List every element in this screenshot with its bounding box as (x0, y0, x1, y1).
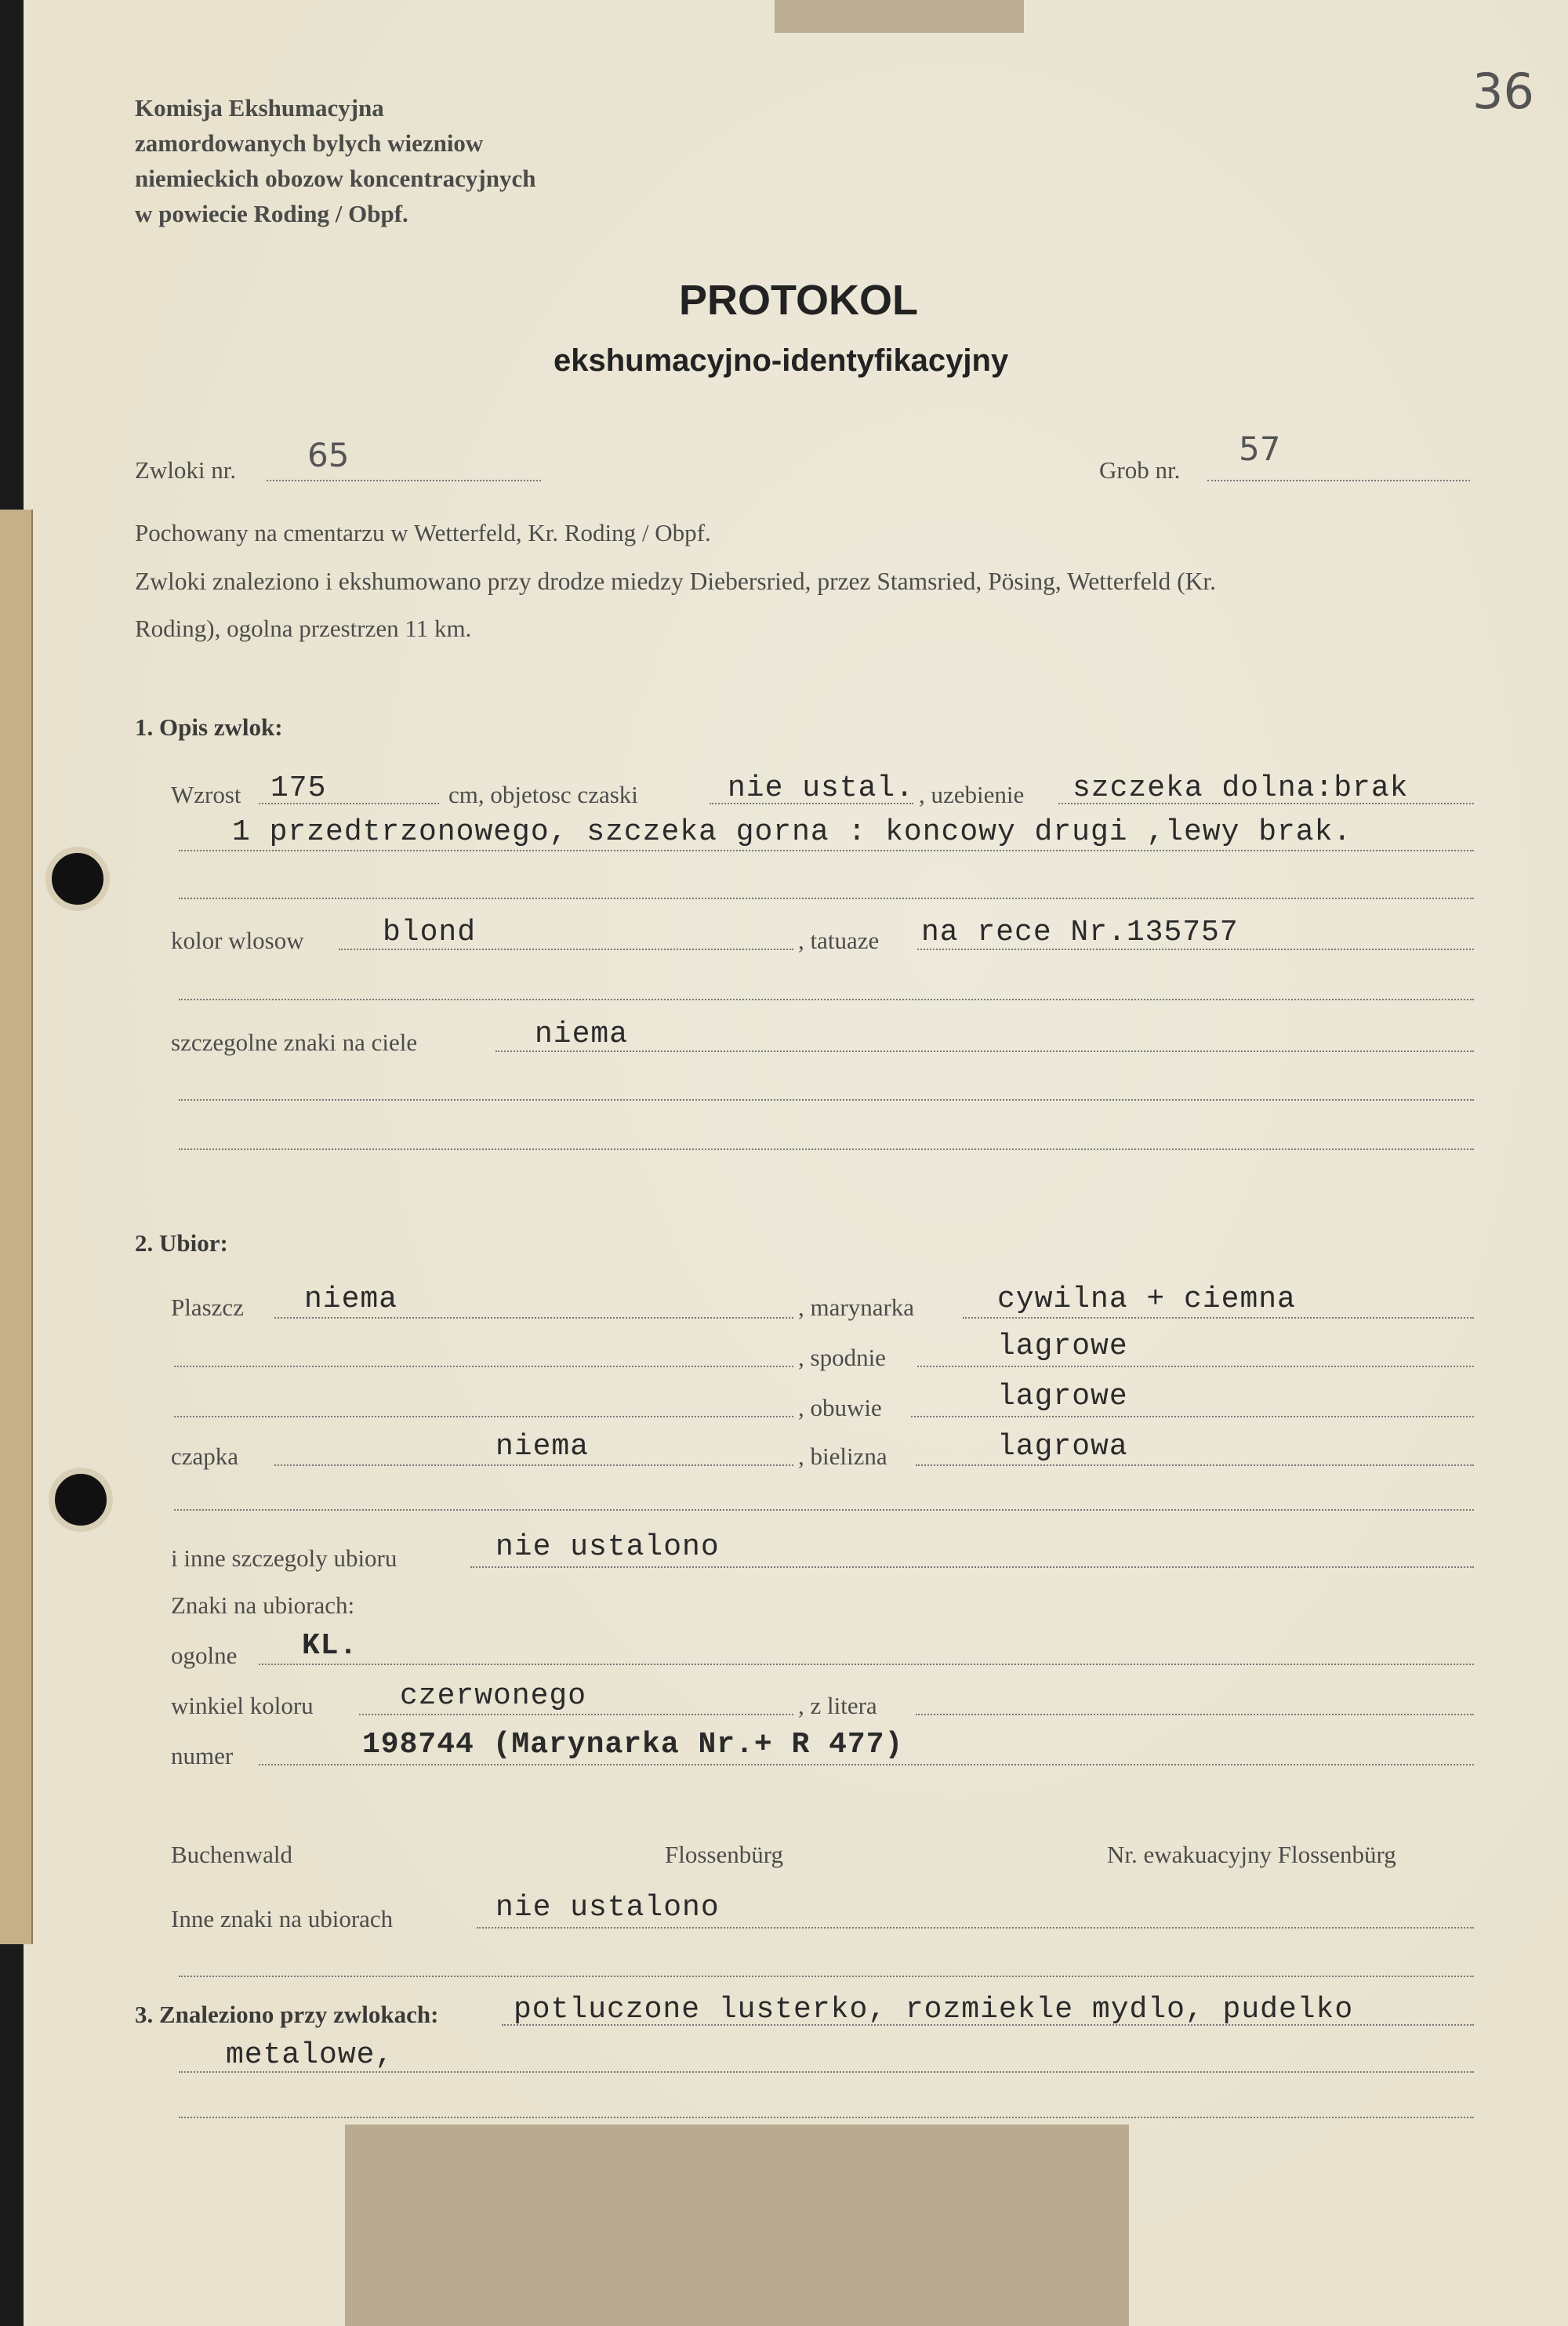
header-line-2: zamordowanych bylych wiezniow (135, 129, 484, 157)
numer-label: numer (171, 1742, 234, 1769)
znaleziono-value-2: metalowe, (226, 2038, 394, 2072)
punch-hole-lower (49, 1468, 113, 1532)
flossenburg-label: Flossenbürg (665, 1841, 784, 1868)
page-number: 36 (1472, 63, 1534, 120)
dotted-line (174, 1509, 1474, 1511)
section-2-title: 2. Ubior: (135, 1229, 228, 1257)
plaszcz-label: Plaszcz (171, 1294, 244, 1321)
dotted-line (179, 2117, 1474, 2118)
dotted-line (495, 1051, 1474, 1052)
znaki-na-ubiorach-label: Znaki na ubiorach: (171, 1591, 355, 1619)
tatuaze-label: , tatuaze (798, 927, 880, 954)
header-line-1: Komisja Ekshumacyjna (135, 94, 384, 122)
znaki-na-ciele-value: niema (535, 1018, 629, 1051)
dotted-line (179, 999, 1474, 1000)
bielizna-value: lagrowa (997, 1430, 1128, 1464)
tape-top (775, 0, 1024, 33)
dotted-line (179, 898, 1474, 899)
dotted-line (179, 1148, 1474, 1150)
winkiel-value: czerwonego (400, 1679, 587, 1713)
zwloki-label: Zwloki nr. (135, 456, 237, 484)
marynarka-label: , marynarka (798, 1294, 915, 1321)
header-line-3: niemieckich obozow koncentracyjnych (135, 165, 536, 192)
dotted-line (259, 1664, 1474, 1665)
nr-ewakuacyjny-label: Nr. ewakuacyjny Flossenbürg (1107, 1841, 1396, 1868)
dotted-line (174, 1416, 793, 1417)
dotted-line (339, 949, 793, 950)
wzrost-value: 175 (270, 771, 327, 805)
dotted-line (916, 1464, 1474, 1466)
dotted-line (179, 2071, 1474, 2073)
marynarka-value: cywilna + ciemna (997, 1283, 1296, 1316)
inne-szczegoly-value: nie ustalono (495, 1530, 720, 1564)
uzebienie-label: , uzebienie (919, 781, 1025, 808)
inne-znaki-value: nie ustalono (495, 1891, 720, 1925)
wzrost-label: Wzrost (171, 781, 241, 808)
dotted-line (259, 803, 439, 804)
dotted-line (502, 2024, 1474, 2026)
binding-strip (0, 510, 33, 1944)
ogolne-value: KL. (302, 1629, 358, 1663)
winkiel-label: winkiel koloru (171, 1692, 314, 1719)
dotted-line (267, 480, 541, 481)
inne-znaki-label: Inne znaki na ubiorach (171, 1905, 394, 1932)
dotted-line (274, 1317, 793, 1319)
znaki-na-ciele-label: szczegolne znaki na ciele (171, 1029, 418, 1056)
grob-value: 57 (1239, 430, 1281, 468)
dotted-line (1207, 480, 1470, 481)
czaszka-value: nie ustal. (728, 771, 915, 805)
grob-label: Grob nr. (1099, 456, 1181, 484)
bielizna-label: , bielizna (798, 1442, 887, 1470)
znaleziono-text-2: Roding), ogolna przestrzen 11 km. (135, 615, 472, 642)
czapka-value: niema (495, 1430, 590, 1464)
dotted-line (963, 1317, 1474, 1319)
kolor-wlosow-value: blond (383, 916, 477, 949)
punch-hole-upper (45, 847, 110, 911)
dotted-line (911, 1416, 1474, 1417)
tatuaze-value: na rece Nr.135757 (921, 916, 1239, 949)
header-line-4: w powiecie Roding / Obpf. (135, 200, 408, 227)
czapka-label: czapka (171, 1442, 239, 1470)
cm-label: cm, objetosc czaski (448, 781, 638, 808)
znaleziono-value-1: potluczone lusterko, rozmiekle mydlo, pudelko (514, 1993, 1354, 2027)
section-1-title: 1. Opis zwlok: (135, 713, 283, 741)
spodnie-label: , spodnie (798, 1344, 886, 1371)
section-3-title: 3. Znaleziono przy zwlokach: (135, 2001, 439, 2028)
pochowany-text: Pochowany na cmentarzu w Wetterfeld, Kr. Roding / Obpf. (135, 519, 711, 546)
inne-szczegoly-label: i inne szczegoly ubioru (171, 1544, 397, 1572)
obuwie-label: , obuwie (798, 1394, 882, 1421)
document-subtitle: ekshumacyjno-identyfikacyjny (554, 343, 1009, 378)
dotted-line (477, 1927, 1474, 1929)
dotted-line (1058, 803, 1474, 804)
dotted-line (259, 1764, 1474, 1765)
uzebienie-value: szczeka dolna:brak (1073, 771, 1409, 805)
dotted-line (917, 1366, 1474, 1367)
kolor-wlosow-label: kolor wlosow (171, 927, 304, 954)
dotted-line (174, 1366, 793, 1367)
uzebienie-continued: 1 przedtrzonowego, szczeka gorna : koncowy drugi ,lewy brak. (232, 815, 1352, 849)
buchenwald-label: Buchenwald (171, 1841, 292, 1868)
tape-bottom (345, 2125, 1129, 2326)
obuwie-value: lagrowe (997, 1380, 1128, 1413)
document-title: PROTOKOL (679, 277, 919, 324)
numer-value: 198744 (Marynarka Nr.+ R 477) (362, 1728, 904, 1762)
plaszcz-value: niema (304, 1283, 398, 1316)
dotted-line (710, 803, 913, 804)
dotted-line (179, 1976, 1474, 1977)
dotted-line (470, 1566, 1474, 1568)
znaleziono-text-1: Zwloki znaleziono i ekshumowano przy drodze miedzy Diebersried, przez Stamsried, Pösing, Wetterfeld (Kr. (135, 568, 1216, 595)
dotted-line (359, 1714, 793, 1715)
dotted-line (274, 1464, 793, 1466)
ogolne-label: ogolne (171, 1642, 238, 1669)
litera-label: , z litera (798, 1692, 877, 1719)
dotted-line (917, 949, 1474, 950)
zwloki-value: 65 (307, 436, 350, 474)
dotted-line (179, 850, 1474, 851)
dotted-line (916, 1714, 1474, 1715)
spodnie-value: lagrowe (997, 1330, 1128, 1363)
dotted-line (179, 1099, 1474, 1101)
